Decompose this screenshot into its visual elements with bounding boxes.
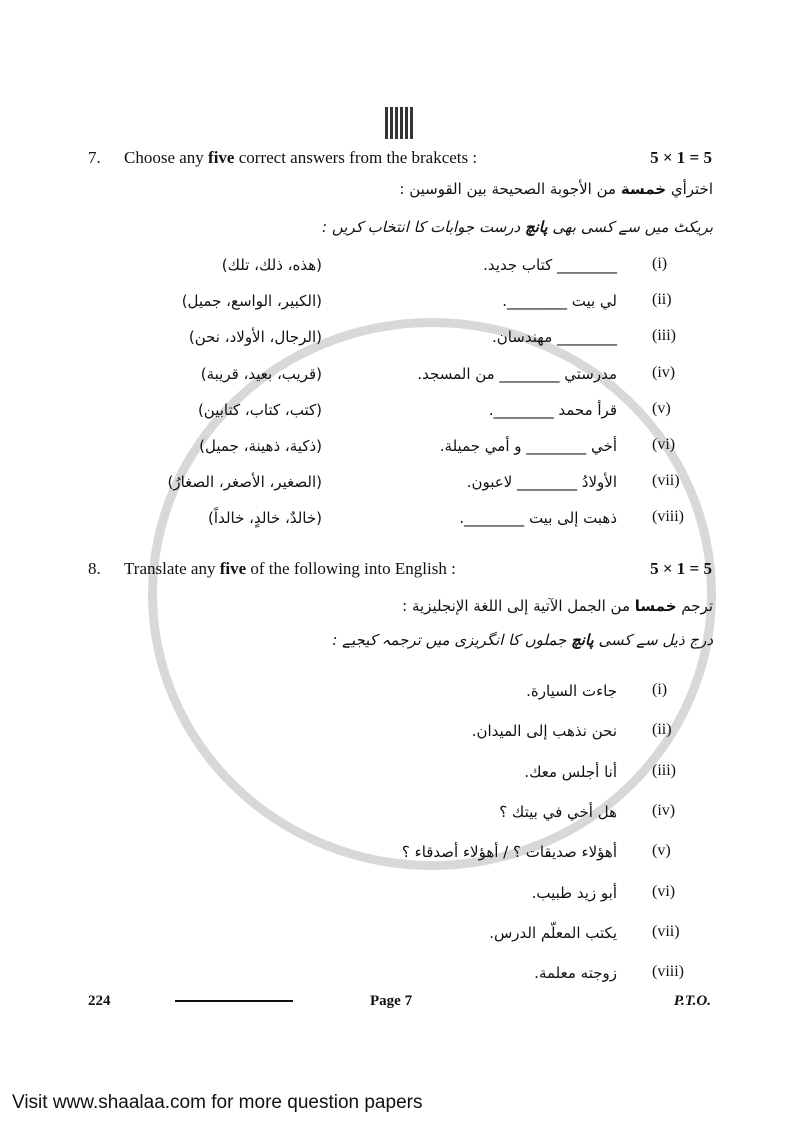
q7-instruction-post: correct answers from the brakcets : <box>234 148 478 167</box>
q8-arabic-post: من الجمل الآتية إلى اللغة الإنجليزية : <box>402 597 635 615</box>
q8-instruction-post: of the following into English : <box>246 559 456 578</box>
item-sentence: لي بيت ________. <box>502 292 617 311</box>
item-sentence: جاءت السيارة. <box>526 682 617 700</box>
item-number: (vii) <box>652 922 680 940</box>
footer-pto: P.T.O. <box>673 993 711 1009</box>
q8-arabic-pre: ترجم <box>676 597 713 615</box>
q7-arabic-pre: اخترأي <box>666 180 713 198</box>
item-options: (كتب، كتاب، كتابين) <box>197 400 322 419</box>
footer-page: Page 7 <box>370 993 413 1009</box>
q7-arabic-bold: خمسة <box>620 180 667 198</box>
item-sentence: ________ كتاب جديد. <box>483 256 617 274</box>
item-sentence: زوجته معلمة. <box>534 964 617 983</box>
q8-instruction-pre: Translate any <box>124 559 220 578</box>
item-sentence: ________ مهندسان. <box>491 328 617 347</box>
item-options: (الكبير، الواسع، جميل) <box>181 292 322 311</box>
item-sentence: أنا أجلس معك. <box>524 762 617 781</box>
q7-number: 7. <box>88 148 101 167</box>
item-options: (الصغير، الأصغر، الصغارُ) <box>167 473 322 492</box>
footer-rule <box>175 1000 293 1002</box>
q8-urdu-instruction <box>332 631 713 649</box>
item-number: (viii) <box>652 508 684 526</box>
item-sentence: قرأ محمد ________. <box>488 400 617 419</box>
q7-urdu-instruction <box>322 218 713 236</box>
item-sentence: ذهبت إلى بيت ________. <box>459 509 617 528</box>
item-number: (iii) <box>652 327 676 345</box>
item-sentence: هل أخي في بيتك ؟ <box>499 802 617 821</box>
q7-instruction <box>124 148 477 168</box>
q8-instruction <box>124 559 456 579</box>
item-options: (الرجال، الأولاد، نحن) <box>188 328 322 347</box>
q8-arabic-instruction <box>402 597 713 615</box>
q7-urdu-bold: پانچ <box>524 218 548 236</box>
item-options: (هذه، ذلك، تلك) <box>221 256 322 274</box>
q7-instruction-pre: Choose any <box>124 148 209 167</box>
item-number: (i) <box>652 681 668 698</box>
qr-code-icon <box>385 107 415 139</box>
footer-code: 224 <box>88 993 111 1009</box>
item-number: (vi) <box>652 436 676 453</box>
item-number: (iv) <box>652 801 676 819</box>
item-sentence: أخي ________ و أمي جميلة. <box>439 437 617 455</box>
q8-number: 8. <box>88 559 101 578</box>
q8-arabic-bold: خمسا <box>634 597 677 615</box>
q7-urdu-post: درست جوابات کا انتخاب کریں : <box>322 218 525 236</box>
q8-urdu-pre: درج ذیل سے کسی <box>593 631 713 649</box>
q7-arabic-instruction <box>399 180 713 198</box>
item-sentence: أبو زيد طبيب. <box>531 883 617 902</box>
q7-urdu-pre: بریکٹ میں سے کسی بھی <box>547 218 713 236</box>
q8-urdu-post: جملوں کا انگریزی میں ترجمہ کیجیے : <box>332 631 572 649</box>
item-sentence: أهؤلاء صديقات ؟ / أهؤلاء أصدقاء ؟ <box>401 843 617 862</box>
visit-link[interactable]: Visit www.shaalaa.com for more question papers <box>12 1092 423 1113</box>
item-number: (v) <box>652 399 671 417</box>
item-sentence: مدرستي ________ من المسجد. <box>417 364 617 383</box>
item-options: (خالدٌ، خالدٍ، خالداً) <box>208 509 322 528</box>
item-number: (vii) <box>652 472 680 490</box>
item-options: (ذكية، ذهينة، جميل) <box>199 437 322 455</box>
q8-instruction-bold: five <box>219 559 247 578</box>
item-sentence: الأولادُ ________ لاعبون. <box>466 473 617 492</box>
q7-marks: 5 × 1 = 5 <box>650 148 712 167</box>
item-number: (i) <box>652 255 668 272</box>
q8-marks: 5 × 1 = 5 <box>650 559 712 578</box>
item-number: (vi) <box>652 882 676 900</box>
item-number: (iv) <box>652 363 676 381</box>
item-number: (iii) <box>652 761 676 779</box>
q8-urdu-bold: پانچ <box>571 631 594 649</box>
item-sentence: يكتب المعلّم الدرس. <box>489 923 617 942</box>
item-number: (viii) <box>652 963 684 981</box>
q7-arabic-post: من الأجوبة الصحيحة بين القوسين : <box>399 180 621 198</box>
item-number: (ii) <box>652 291 672 309</box>
item-options: (قريب، بعيد، قريبة) <box>200 364 322 383</box>
item-number: (ii) <box>652 721 672 739</box>
item-sentence: نحن نذهب إلى الميدان. <box>471 722 617 741</box>
q7-instruction-bold: five <box>208 148 235 167</box>
item-number: (v) <box>652 842 671 860</box>
